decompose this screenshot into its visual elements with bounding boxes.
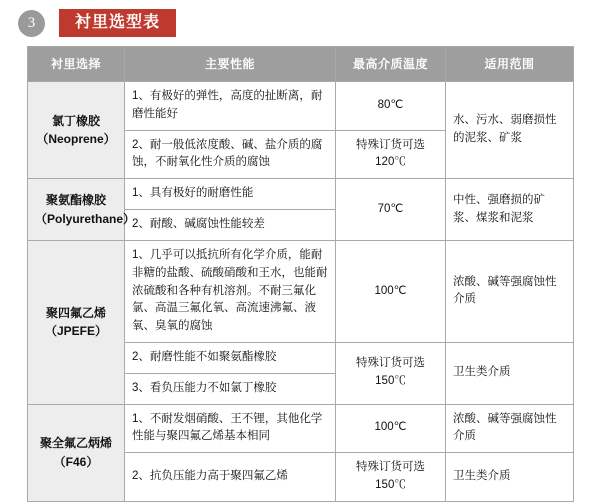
application-scope-cell: 水、污水、弱磨损性的泥浆、矿浆 — [446, 82, 574, 179]
column-header-lining: 衬里选择 — [28, 47, 125, 82]
performance-cell: 3、看负压能力不如氯丁橡胶 — [125, 373, 336, 404]
page-header — [0, 0, 600, 46]
performance-cell: 2、抗负压能力高于聚四氟乙烯 — [125, 453, 336, 502]
lining-name-cell: 聚全氟乙炳烯 （F46） — [28, 404, 125, 501]
table-row — [28, 82, 574, 131]
performance-cell: 1、具有极好的耐磨性能 — [125, 179, 336, 210]
performance-cell: 1、几乎可以抵抗所有化学介质，能耐非糖的盐酸、硫酸硝酸和王水，也能耐浓硫酸和各种有机溶剂。不耐三氟化氯、高温三氟化氧、高流速沸氟、液氧、臭氧的腐蚀 — [125, 240, 336, 342]
lining-selection-table-wrapper — [27, 46, 573, 502]
performance-cell: 1、有极好的弹性，高度的扯断离，耐磨性能好 — [125, 82, 336, 131]
application-scope-cell: 卫生类介质 — [446, 342, 574, 404]
table-row — [28, 179, 574, 210]
performance-cell: 2、耐酸、碱腐蚀性能较差 — [125, 210, 336, 241]
application-scope-cell: 中性、强磨损的矿浆、煤浆和泥浆 — [446, 179, 574, 241]
table-row — [28, 404, 574, 453]
performance-cell: 2、耐磨性能不如聚氨酯橡胶 — [125, 342, 336, 373]
performance-cell: 2、耐一般低浓度酸、碱、盐介质的腐蚀，不耐氧化性介质的腐蚀 — [125, 130, 336, 179]
max-temperature-cell: 100℃ — [336, 404, 446, 453]
column-header-scope: 适用范围 — [446, 47, 574, 82]
table-row — [28, 240, 574, 342]
section-number-badge: 3 — [18, 10, 45, 37]
performance-cell: 1、不耐发烟硝酸、王不锂，其他化学性能与聚四氟乙烯基本相同 — [125, 404, 336, 453]
lining-selection-table — [27, 46, 574, 502]
max-temperature-cell: 80℃ — [336, 82, 446, 131]
table-header-row — [28, 47, 574, 82]
column-header-temperature: 最高介质温度 — [336, 47, 446, 82]
max-temperature-cell: 特殊订货可选120℃ — [336, 130, 446, 179]
max-temperature-cell: 特殊订货可选150℃ — [336, 453, 446, 502]
lining-name-cell: 氯丁橡胶 （Neoprene） — [28, 82, 125, 179]
lining-name-cell: 聚四氟乙烯 （JPEFE） — [28, 240, 125, 404]
max-temperature-cell: 特殊订货可选150℃ — [336, 342, 446, 404]
lining-name-cell: 聚氨酯橡胶 （Polyurethane） — [28, 179, 125, 241]
application-scope-cell: 卫生类介质 — [446, 453, 574, 502]
application-scope-cell: 浓酸、碱等强腐蚀性介质 — [446, 240, 574, 342]
table-body — [28, 82, 574, 502]
column-header-performance: 主要性能 — [125, 47, 336, 82]
table-head — [28, 47, 574, 82]
application-scope-cell: 浓酸、碱等强腐蚀性介质 — [446, 404, 574, 453]
max-temperature-cell: 100℃ — [336, 240, 446, 342]
max-temperature-cell: 70℃ — [336, 179, 446, 241]
page-title: 衬里选型表 — [59, 9, 176, 38]
